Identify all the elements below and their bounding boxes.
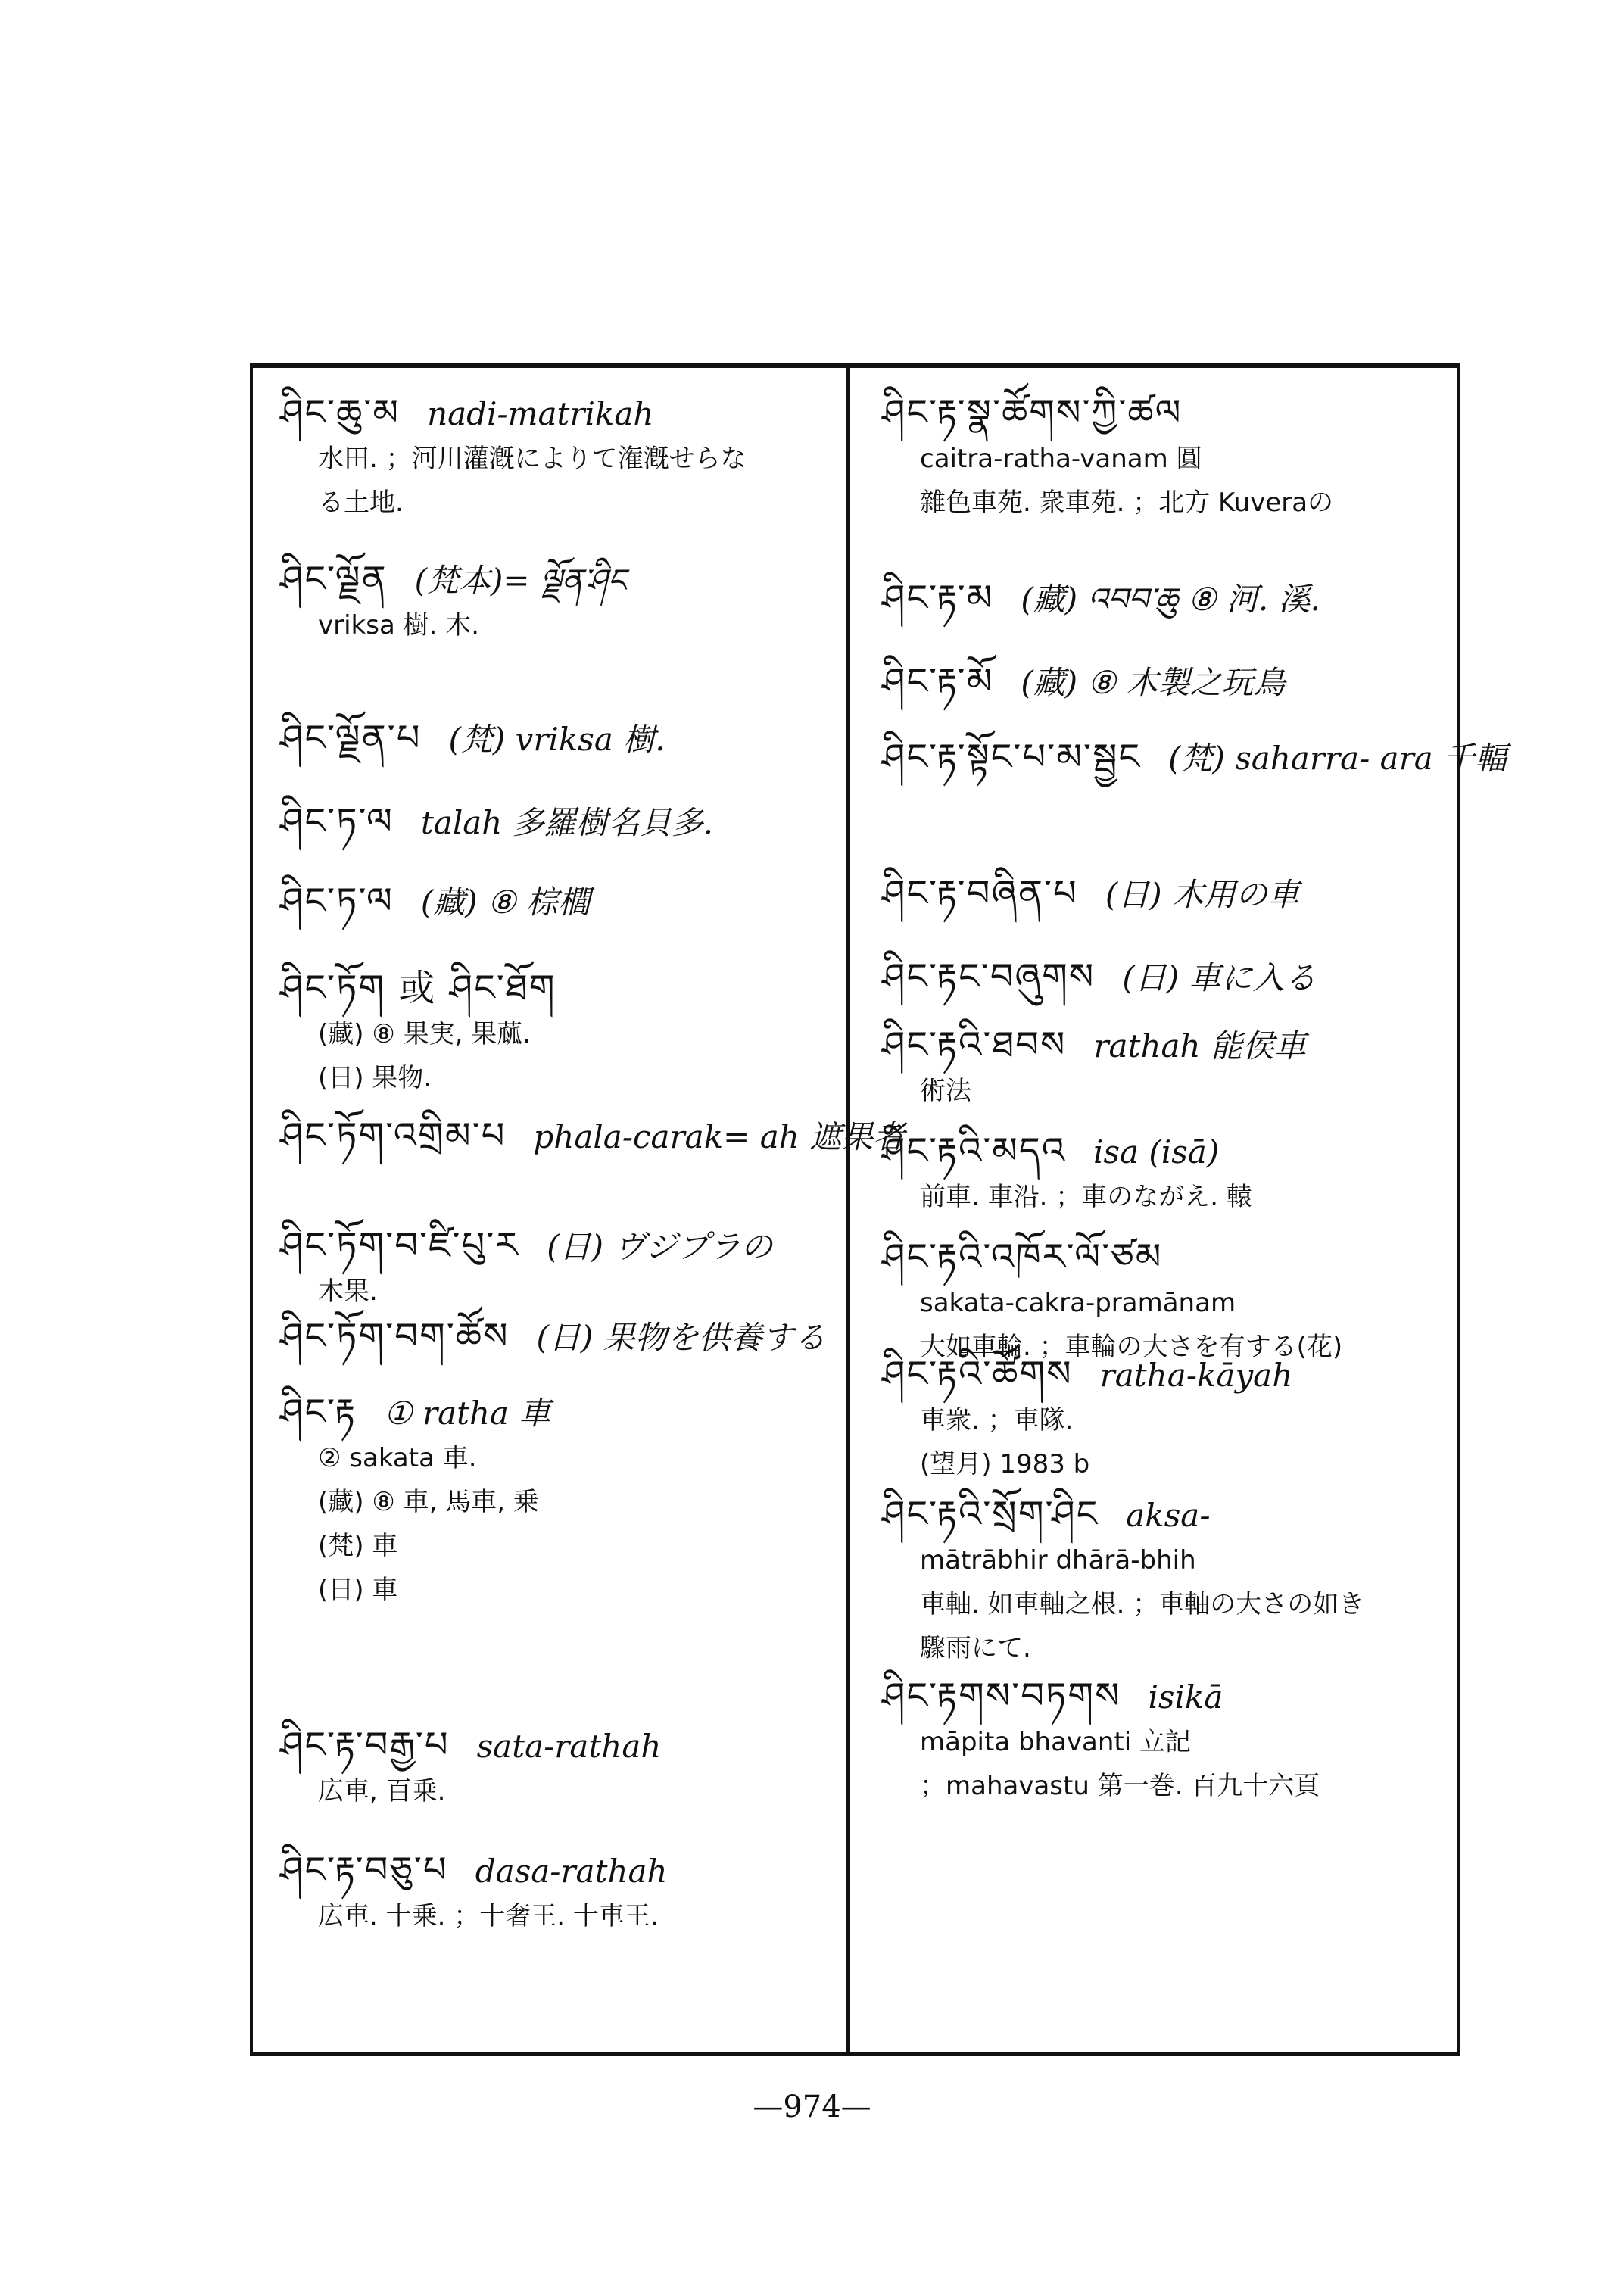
dictionary-entry (882, 734, 1507, 781)
entry-headword-line (882, 954, 1316, 1001)
gloss-line: ② sakata 車. (318, 1443, 477, 1473)
gloss-line: (藏) ⑧ 車, 馬車, 乗 (318, 1487, 539, 1517)
entry-headword-line (882, 1022, 1306, 1069)
entry-gloss (280, 603, 625, 647)
gloss-line: る土地. (318, 488, 404, 518)
tibetan-headword: ཤིང་ཏ་ལ (280, 880, 394, 922)
entry-gloss (882, 1720, 1320, 1808)
dictionary-entry (280, 1722, 661, 1813)
entry-headword-line (280, 1847, 668, 1894)
dictionary-entry (882, 1022, 1306, 1113)
entry-headword-line (280, 1389, 550, 1436)
dictionary-entry (882, 1128, 1252, 1219)
entry-headword-line (280, 1113, 905, 1160)
gloss-line: (梵) 車 (318, 1531, 398, 1561)
dictionary-entry (882, 1673, 1320, 1808)
entry-gloss (280, 1769, 661, 1813)
gloss-line: 広車. 十乗. ；十奢王. 十車王. (318, 1901, 659, 1931)
entry-equivalent: (梵本)= ལྗོན་ཤིང (414, 562, 626, 599)
entry-equivalent: phala-carak= ah 遮果者 (533, 1118, 906, 1155)
tibetan-headword: ཤིང་རྟགས་བཏགས (882, 1675, 1121, 1717)
entry-headword-line (882, 1351, 1292, 1398)
entry-equivalent: rathah 能侯車 (1093, 1027, 1306, 1064)
tibetan-headword: ཤིང་རྟ་བརྒྱ་པ (280, 1724, 450, 1766)
dictionary-entry (882, 1491, 1364, 1670)
dictionary-entry (280, 1113, 905, 1160)
entry-headword-line (280, 1314, 826, 1361)
entry-headword-line (280, 965, 584, 1012)
entry-gloss (882, 1069, 1306, 1113)
page-number: —974— (753, 2090, 871, 2124)
entry-headword-line (882, 575, 1320, 622)
dictionary-entry (882, 1351, 1292, 1486)
dictionary-entry (882, 390, 1333, 525)
tibetan-headword: ཤིང་རྟའི་ཐབས (882, 1024, 1067, 1066)
dictionary-entry (280, 390, 747, 525)
tibetan-headword: ཤིང་རྟའི་མདའ (882, 1130, 1067, 1172)
tibetan-headword: ཤིང་རྟ་བཅུ་པ (280, 1849, 448, 1891)
tibetan-headword: ཤིང་རྟ་མ (882, 577, 994, 619)
gloss-line: 車軸. 如車軸之根. ；車軸の大さの如き (920, 1589, 1365, 1619)
entry-equivalent: (藏) ⑧ 棕櫚 (420, 884, 591, 921)
tibetan-headword: ཤིང་རྟ (280, 1391, 357, 1433)
gloss-line: māpita bhavanti 立記 (920, 1727, 1192, 1757)
entry-gloss (280, 1436, 550, 1612)
entry-headword-line (882, 871, 1299, 918)
entry-gloss (280, 437, 747, 525)
tibetan-headword: ཤིང་ཏོག་འགྲིམ་པ (280, 1114, 507, 1157)
tibetan-headword: ཤིང་རྟ་སྟོང་པ་མ་སྦྱང (882, 736, 1142, 778)
dictionary-entry (882, 871, 1299, 918)
dictionary-entry (280, 1223, 772, 1314)
dictionary-entry (280, 799, 713, 846)
dictionary-entry (280, 1389, 550, 1612)
tibetan-headword: ཤིང་རྟའི་འཁོར་ལོ་ཙམ (882, 1236, 1163, 1278)
dictionary-entry (882, 659, 1285, 706)
entry-gloss (882, 1538, 1364, 1670)
entry-equivalent: sata-rathah (476, 1728, 662, 1765)
entry-headword-line (280, 1722, 661, 1769)
entry-headword-line (280, 715, 665, 762)
dictionary-entry (882, 954, 1316, 1001)
gloss-line: 雜色車苑. 衆車苑. ；北方 Kuveraの (920, 488, 1334, 518)
tibetan-headword: ཤིང་རྟང་བཞུགས (882, 955, 1096, 998)
tibetan-headword: ཤིང་རྟའི་སྲོག་ཤིང (882, 1493, 1099, 1535)
gloss-line: 車衆. ；車隊. (920, 1405, 1074, 1435)
dictionary-entry (280, 715, 665, 762)
entry-equivalent: talah 多羅樹名貝多. (420, 804, 714, 841)
tibetan-headword: ཤིང་རྟ་སྣ་ཚོགས་ཀྱི་ཚལ (882, 391, 1183, 434)
gloss-line: 木果. (318, 1276, 378, 1307)
tibetan-headword: ཤིང་ཏོག་བ་ཛི་པུ་ར (280, 1224, 520, 1267)
gloss-line: ；mahavastu 第一巻. 百九十六頁 (920, 1771, 1320, 1801)
gloss-line: (日) 果物. (318, 1063, 432, 1093)
entry-equivalent: (藏) འབབ་ཆུ ⑧ 河. 溪. (1021, 581, 1320, 618)
entry-equivalent: (日) ヴジプラの (547, 1228, 773, 1265)
tibetan-headword: ཤིང་ཏོག 或 ཤིང་ཐོག (280, 967, 556, 1009)
entry-headword-line (882, 1673, 1320, 1720)
entry-equivalent: (日) 車に入る (1122, 959, 1317, 996)
tibetan-headword: ཤིང་ཏ་ལ (280, 800, 394, 843)
dictionary-entry (280, 556, 625, 647)
entry-headword-line (280, 799, 713, 846)
entry-gloss (280, 1270, 772, 1314)
entry-equivalent: ratha-kāyah (1099, 1357, 1293, 1394)
dictionary-entry (280, 1314, 826, 1361)
entry-headword-line (882, 659, 1285, 706)
entry-equivalent: (梵) vriksa 樹. (448, 721, 665, 758)
entry-gloss (280, 1012, 584, 1100)
gloss-line: 大如車輪. ；車輪の大さを有する(花) (920, 1332, 1343, 1362)
gloss-line: 驟雨にて. (920, 1633, 1031, 1663)
entry-equivalent: isikā (1148, 1678, 1223, 1716)
tibetan-headword: ཤིང་རྟ་མོ (882, 660, 994, 703)
entry-gloss (882, 1175, 1252, 1219)
entry-equivalent: (梵) saharra- ara 千輻 (1168, 740, 1507, 777)
gloss-line: caitra-ratha-vanam 圓 (920, 444, 1202, 474)
dictionary-entry (280, 1847, 668, 1938)
tibetan-headword: ཤིང་ཏོག་བག་ཚོས (280, 1315, 510, 1357)
entry-equivalent: nadi-matrikah (427, 395, 654, 432)
tibetan-headword: ཤིང་ཆུ་མ (280, 391, 401, 434)
entry-headword-line (882, 1128, 1252, 1175)
entry-headword-line (280, 1223, 772, 1270)
gloss-line: 水田. ；河川灌漑によりて潅漑せらな (318, 444, 747, 474)
entry-equivalent: (日) 果物を供養する (536, 1319, 826, 1356)
gloss-line: sakata-cakra-pramānam (920, 1288, 1236, 1318)
dictionary-entry (882, 575, 1320, 622)
entry-equivalent: ① ratha 車 (383, 1395, 551, 1432)
gloss-line: 術法 (920, 1076, 971, 1106)
column-divider (846, 363, 850, 2056)
entry-equivalent: (日) 木用の車 (1105, 876, 1299, 913)
entry-equivalent: (藏) ⑧ 木製之玩鳥 (1021, 664, 1286, 701)
entry-headword-line (882, 1234, 1342, 1281)
entry-headword-line (882, 734, 1507, 781)
entry-headword-line (882, 1491, 1364, 1538)
gloss-line: mātrābhir dhārā-bhih (920, 1545, 1196, 1576)
entry-equivalent: dasa-rathah (475, 1853, 668, 1890)
tibetan-headword: ཤིང་ལྗོན (280, 558, 388, 600)
gloss-line: (藏) ⑧ 果実, 果蓏. (318, 1019, 531, 1049)
gloss-line: 前車. 車沿. ；車のながえ. 轅 (920, 1182, 1252, 1212)
gloss-line: 広車, 百乗. (318, 1776, 446, 1806)
gloss-line: (日) 車 (318, 1575, 398, 1605)
gloss-line: (望月) 1983 b (920, 1449, 1090, 1479)
dictionary-entry (280, 878, 590, 925)
tibetan-headword: ཤིང་ལྗོན་པ (280, 717, 422, 759)
tibetan-headword: ཤིང་རྟའི་ཚོགས (882, 1353, 1073, 1395)
dictionary-entry (882, 1234, 1342, 1369)
tibetan-headword: ཤིང་རྟ་བཞིན་པ (882, 872, 1078, 915)
entry-headword-line (280, 878, 590, 925)
entry-headword-line (280, 556, 625, 603)
entry-headword-line (882, 390, 1333, 437)
entry-gloss (882, 437, 1333, 525)
entry-equivalent: isa (isā) (1093, 1133, 1220, 1170)
entry-equivalent: aksa- (1126, 1497, 1211, 1534)
dictionary-entry (280, 965, 584, 1100)
entry-gloss (280, 1894, 668, 1938)
entry-headword-line (280, 390, 747, 437)
entry-gloss (882, 1398, 1292, 1486)
gloss-line: vriksa 樹. 木. (318, 610, 480, 641)
